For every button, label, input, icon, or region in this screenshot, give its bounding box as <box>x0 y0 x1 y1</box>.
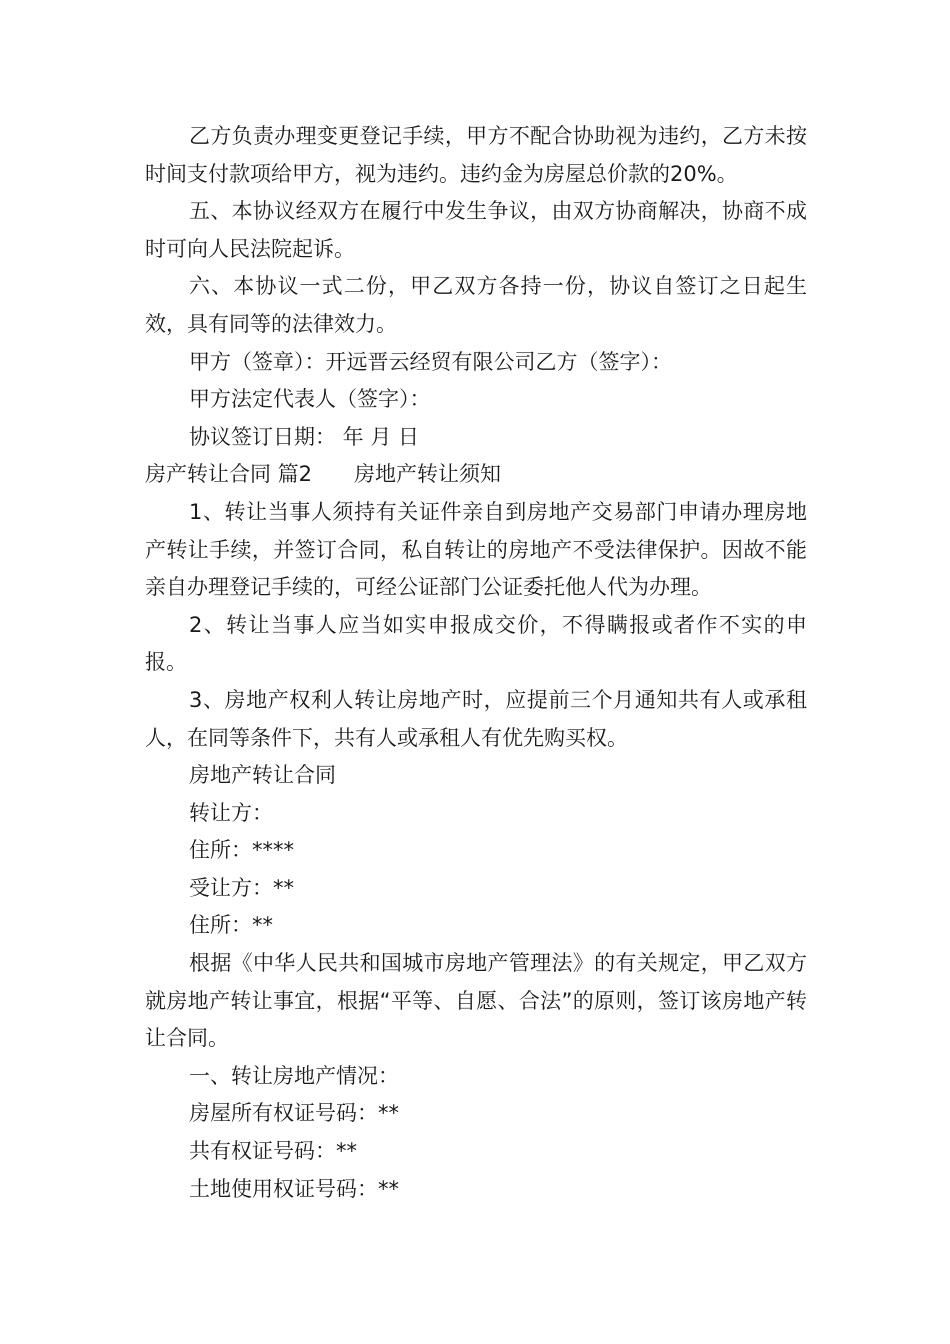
transferor-label: 转让方： <box>189 800 273 825</box>
signature-party-a-b: 甲方（签章）：开远晋云经贸有限公司乙方（签字）： <box>189 349 672 374</box>
transferee-address: 住所：** <box>189 913 273 938</box>
notice-item-2: 2、转让当事人应当如实申报成交价，不得瞒报或者作不实的申报。 <box>145 612 807 675</box>
section1-title: 一、转让房地产情况： <box>189 1063 399 1088</box>
land-use-cert-number: 土地使用权证号码：** <box>189 1176 399 1201</box>
notice-item-1: 1、转让当事人须持有关证件亲自到房地产交易部门申请办理房地产转让手续，并签订合同，私自转让的房地产不受法律保护。因故不能亲自办理登记手续的，可经公证部门公证委托他人代为办理。 <box>145 499 807 600</box>
document-body <box>145 118 807 1208</box>
contract-preamble: 根据《中华人民共和国城市房地产管理法》的有关规定，甲乙双方就房地产转让事宜，根据“平等、自愿、合法”的原则，签订该房地产转让合同。 <box>145 951 807 1051</box>
paragraph-copies-effectiveness: 六、本协议一式二份，甲乙双方各持一份，协议自签订之日起生效，具有同等的法律效力。 <box>145 274 807 336</box>
signature-legal-representative: 甲方法定代表人（签字）： <box>189 387 431 412</box>
paragraph-breach-terms: 乙方负责办理变更登记手续，甲方不配合协助视为违约，乙方未按时间支付款项给甲方，视为违约。违约金为房屋总价款的20%。 <box>145 124 807 186</box>
transferor-address: 住所：**** <box>189 838 294 863</box>
section-heading <box>145 456 807 494</box>
section-title: 房产转让合同 篇2 <box>145 462 313 487</box>
transferee-label: 受让方：** <box>189 875 294 900</box>
paragraph-dispute-resolution: 五、本协议经双方在履行中发生争议，由双方协商解决，协商不成时可向人民法院起诉。 <box>145 199 807 261</box>
ownership-cert-number: 房屋所有权证号码：** <box>189 1101 399 1126</box>
section-subtitle: 房地产转让须知 <box>354 462 502 487</box>
contract-title: 房地产转让合同 <box>189 763 336 788</box>
signing-date: 协议签订日期： 年 月 日 <box>189 424 420 449</box>
notice-item-3: 3、房地产权利人转让房地产时，应提前三个月通知共有人或承租人，在同等条件下，共有人或承租人有优先购买权。 <box>145 687 807 750</box>
co-ownership-cert-number: 共有权证号码：** <box>189 1139 357 1164</box>
